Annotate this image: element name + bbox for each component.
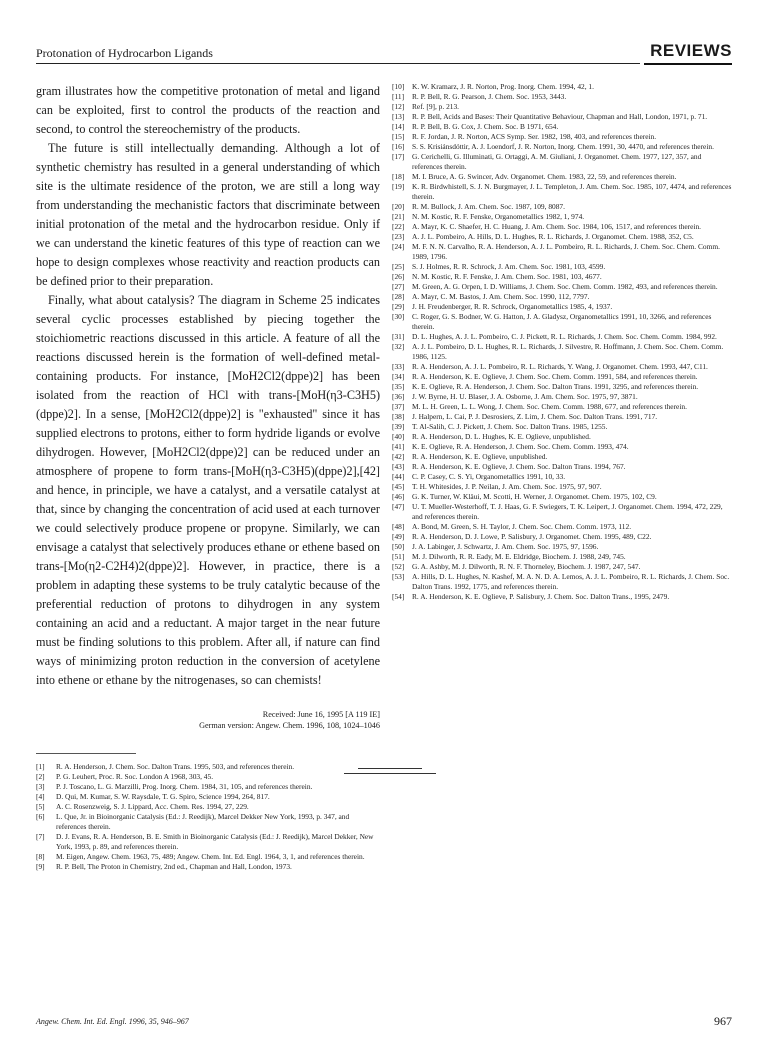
reference-text: P. G. Leuhert, Proc. R. Soc. London A 1968, 303, 45.	[56, 772, 214, 781]
reference-text: R. P. Bell, The Proton in Chemistry, 2nd ed., Chapman and Hall, London, 1973.	[56, 862, 292, 871]
reference-item	[392, 542, 732, 552]
reference-item	[392, 362, 732, 372]
reference-text: Ref. [9], p. 213.	[412, 102, 460, 111]
reference-text: M. L. H. Green, L. L. Wong, J. Chem. Soc. Chem. Comm. 1988, 677, and references therein.	[412, 402, 687, 411]
reference-item	[392, 372, 732, 382]
reference-item	[392, 172, 732, 182]
reference-text: R. F. Jordan, J. R. Norton, ACS Symp. Ser. 1982, 198, 403, and references therein.	[412, 132, 657, 141]
reference-text: M. Eigen, Angew. Chem. 1963, 75, 489; Angew. Chem. Int. Ed. Engl. 1964, 3, 1, and references therein.	[56, 852, 365, 861]
reference-item	[392, 432, 732, 442]
reference-item	[36, 792, 380, 802]
reference-item	[392, 92, 732, 102]
reference-number: [33]	[392, 362, 405, 371]
reference-text: R. A. Henderson, K. E. Oglieve, P. Salisbury, J. Chem. Soc. Dalton Trans., 1995, 2479.	[412, 592, 670, 601]
reference-item	[392, 382, 732, 392]
reference-text: M. I. Bruce, A. G. Swincer, Adv. Organomet. Chem. 1983, 22, 59, and references therein.	[412, 172, 677, 181]
reference-item	[392, 422, 732, 432]
left-column	[36, 82, 380, 872]
reference-item	[392, 332, 732, 342]
reference-text: S. S. Krisiánsdóttir, A. J. Loendorf, J. R. Norton, Inorg. Chem. 1991, 30, 4470, and references therein.	[412, 142, 714, 151]
reference-item	[392, 112, 732, 122]
reference-item	[392, 392, 732, 402]
reference-item	[392, 152, 732, 172]
reference-number: [43]	[392, 462, 405, 471]
paragraph: Finally, what about catalysis? The diagram in Scheme 25 indicates several cyclic processes established by piecing together the stoichiometric reactions discussed in this article. A feature of all the reactions discussed herein is the formation of well-defined metal-containing products. For instance, [MoH2Cl2(dppe)2] has been isolated from the reaction of HCl with trans-[MoH(η3-C3H5)(dppe)2]. In a sense, [MoH2Cl2(dppe)2] is "exhausted" since it has supplied electrons to protons, either to form hydride ligands or evolve dihydrogen. However, [MoH2Cl2(dppe)2] can be reduced under an atmosphere of propene to form trans-[MoH(η3-C3H5)(dppe)2],[42] and hence, in principle, we have a catalyst, and a versatile catalyst at that, since by changing the concentration of acid used at each turnover we could selectively produce propene or propyne. Similarly, we can envisage a catalyst that selectively produces ethane or ethene based on trans-[Mo(η2-C2H4)2(dppe)2]. However, in practice, there is a problem in adapting these systems to be truly catalytic because of the preferential reduction of protons to dihydrogen in any system containing an acid and a reductant. A major target in the near future must be finding solutions to this problem. After all, if nature can find ways of minimizing proton reduction in the conversion of acetylene into ethene or ethane by the nitrogenases, so can chemists!	[36, 293, 380, 687]
reference-number: [23]	[392, 232, 405, 241]
reference-text: M. F. N. N. Carvalho, R. A. Henderson, A. J. L. Pombeiro, R. L. Richards, J. Chem. Soc. Chem. Comm. 1989, 1796.	[412, 242, 720, 261]
received-note	[36, 709, 380, 731]
reference-item	[392, 202, 732, 212]
section-label: REVIEWS	[650, 41, 732, 60]
reference-text: R. A. Henderson, K. E. Oglieve, J. Chem. Soc. Chem. Comm. 1991, 584, and references therein.	[412, 372, 698, 381]
reference-text: J. A. Labinger, J. Schwartz, J. Am. Chem. Soc. 1975, 97, 1596.	[412, 542, 599, 551]
reference-number: [50]	[392, 542, 405, 551]
reference-number: [45]	[392, 482, 405, 491]
reference-item	[392, 402, 732, 412]
reference-number: [17]	[392, 152, 405, 161]
reference-text: C. Roger, G. S. Bodner, W. G. Hatton, J. A. Gladysz, Organometallics 1991, 10, 3266, and references therein.	[412, 312, 712, 331]
reference-item	[392, 122, 732, 132]
reference-text: R. A. Henderson, D. J. Lowe, P. Salisbury, J. Organomet. Chem. 1995, 489, C22.	[412, 532, 652, 541]
reference-item	[392, 132, 732, 142]
reference-number: [25]	[392, 262, 405, 271]
reference-text: T. Al-Salih, C. J. Pickett, J. Chem. Soc. Dalton Trans. 1985, 1255.	[412, 422, 608, 431]
reference-text: T. H. Whitesides, J. P. Neilan, J. Am. Chem. Soc. 1975, 97, 907.	[412, 482, 602, 491]
end-rule	[358, 768, 422, 769]
reference-text: C. P. Casey, C. S. Yi, Organometallics 1991, 10, 33.	[412, 472, 566, 481]
paragraph: The future is still intellectually demanding. Although a lot of synthetic chemistry has resulted in a general understanding of which site is the ultimate residence of the proton, we are still a long way from understanding the mechanistic factors that discriminate between initial protonation of the metal and the hydrocarbon residue. Only if we can understand the kinetic features of this type of reaction can we hope to design complexes whose reactivity and reaction products can be defined prior to their preparation.	[36, 141, 380, 288]
reference-number: [27]	[392, 282, 405, 291]
reference-item	[36, 832, 380, 852]
reference-text: J. Halpern, L. Cai, P. J. Desrosiers, Z. Lim, J. Chem. Soc. Dalton Trans. 1991, 717.	[412, 412, 658, 421]
header-rule	[36, 63, 640, 64]
reference-item	[392, 522, 732, 532]
reference-number: [35]	[392, 382, 405, 391]
reference-item	[392, 492, 732, 502]
reference-number: [38]	[392, 412, 405, 421]
reference-text: G. Cerichelli, G. Illuminati, G. Ortaggi, A. M. Giuliani, J. Organomet. Chem. 1977, 127, 357, and references therein.	[412, 152, 702, 171]
reference-item	[392, 442, 732, 452]
reference-number: [31]	[392, 332, 405, 341]
reference-number: [5]	[36, 802, 45, 811]
reference-number: [7]	[36, 832, 45, 841]
reference-item	[392, 462, 732, 472]
reference-text: A. Mayr, C. M. Bastos, J. Am. Chem. Soc. 1990, 112, 7797.	[412, 292, 590, 301]
reference-number: [46]	[392, 492, 405, 501]
reference-number: [28]	[392, 292, 405, 301]
paragraph: gram illustrates how the competitive protonation of metal and ligand can be exploited, first to control the products of the reaction and second, to control the stereochemistry of the products.	[36, 84, 380, 136]
reference-number: [53]	[392, 572, 405, 581]
reference-number: [13]	[392, 112, 405, 121]
reference-number: [24]	[392, 242, 405, 251]
reference-item	[392, 222, 732, 232]
reference-list-left	[36, 762, 380, 872]
reference-item	[392, 272, 732, 282]
reference-text: K. E. Oglieve, R. A. Henderson, J. Chem. Soc. Chem. Comm. 1993, 474.	[412, 442, 629, 451]
reference-item	[392, 412, 732, 422]
reference-item	[392, 302, 732, 312]
reference-item	[36, 812, 380, 832]
article-body	[36, 82, 380, 690]
reference-item	[392, 562, 732, 572]
reference-item	[392, 312, 732, 332]
reference-number: [1]	[36, 762, 45, 771]
reference-item	[392, 102, 732, 112]
reference-number: [52]	[392, 562, 405, 571]
page-number: 967	[714, 1014, 732, 1028]
reference-text: G. A. Ashby, M. J. Dilworth, R. N. F. Thorneley, Biochem. J. 1987, 247, 547.	[412, 562, 641, 571]
reference-text: D. J. Evans, R. A. Henderson, B. E. Smith in Bioinorganic Catalysis (Ed.: J. Reedijk), Marcel Dekker, New York, 1993, p. 89, and references therein.	[56, 832, 374, 851]
reference-item	[36, 772, 380, 782]
reference-item	[36, 762, 380, 772]
reference-text: M. J. Dilworth, R. R. Eady, M. E. Eldridge, Biochem. J. 1988, 249, 745.	[412, 552, 626, 561]
reference-item	[392, 342, 732, 362]
reference-text: U. T. Mueller-Westerhoff, T. J. Haas, G. F. Swiegers, T. K. Leipert, J. Organomet. Chem. 1994, 472, 229, and references therein.	[412, 502, 723, 521]
reference-item	[392, 262, 732, 272]
reference-text: N. M. Kostic, R. F. Fenske, Organometallics 1982, 1, 974.	[412, 212, 585, 221]
reference-text: R. P. Bell, Acids and Bases: Their Quantitative Behaviour, Chapman and Hall, London, 1971, p. 71.	[412, 112, 708, 121]
reference-number: [16]	[392, 142, 405, 151]
reference-text: K. E. Oglieve, R. A. Henderson, J. Chem. Soc. Dalton Trans. 1991, 3295, and references therein.	[412, 382, 699, 391]
end-rule-long	[344, 773, 436, 774]
page-footer	[36, 1014, 732, 1030]
reference-number: [49]	[392, 532, 405, 541]
reference-text: A. C. Rosenzweig, S. J. Lippard, Acc. Chem. Res. 1994, 27, 229.	[56, 802, 249, 811]
reference-text: R. A. Henderson, K. E. Oglieve, J. Chem. Soc. Dalton Trans. 1994, 767.	[412, 462, 626, 471]
reference-item	[392, 82, 732, 92]
reference-number: [26]	[392, 272, 405, 281]
reference-text: A. J. L. Pombeiro, D. L. Hughes, R. L. Richards, J. Silvestre, R. Hoffmann, J. Chem. Soc. Chem. Comm. 1986, 1125.	[412, 342, 724, 361]
reference-number: [11]	[392, 92, 405, 101]
reference-number: [40]	[392, 432, 405, 441]
reference-number: [20]	[392, 202, 405, 211]
reference-item	[392, 532, 732, 542]
reference-number: [15]	[392, 132, 405, 141]
reference-item	[392, 592, 732, 602]
reference-text: J. W. Byrne, H. U. Blaser, J. A. Osborne, J. Am. Chem. Soc. 1975, 97, 3871.	[412, 392, 638, 401]
received-date: Received: June 16, 1995 [A 119 IE]	[262, 710, 380, 719]
reference-number: [34]	[392, 372, 405, 381]
reference-number: [8]	[36, 852, 45, 861]
reference-number: [42]	[392, 452, 405, 461]
reference-text: D. L. Hughes, A. J. L. Pombeiro, C. J. Pickett, R. L. Richards, J. Chem. Soc. Chem. Comm. 1984, 992.	[412, 332, 717, 341]
reference-text: A. Bond, M. Green, S. H. Taylor, J. Chem. Soc. Chem. Comm. 1973, 112.	[412, 522, 632, 531]
reference-number: [3]	[36, 782, 45, 791]
reference-text: L. Que, Jr. in Bioinorganic Catalysis (Ed.: J. Reedijk), Marcel Dekker New York, 1993, p. 347, and references therein.	[56, 812, 350, 831]
reference-number: [22]	[392, 222, 405, 231]
reference-item	[392, 452, 732, 462]
reference-item	[392, 282, 732, 292]
reference-text: D. Qui, M. Kumar, S. W. Raysdale, T. G. Spiro, Science 1994, 264, 817.	[56, 792, 270, 801]
reference-number: [41]	[392, 442, 405, 451]
header-rule-thick	[644, 63, 732, 65]
reference-number: [6]	[36, 812, 45, 821]
reference-number: [29]	[392, 302, 405, 311]
reference-item	[392, 552, 732, 562]
reference-text: K. R. Birdwhistell, S. J. N. Burgmayer, J. L. Templeton, J. Am. Chem. Soc. 1985, 107, 4474, and references therein.	[412, 182, 732, 201]
reference-text: R. P. Bell, R. G. Pearson, J. Chem. Soc. 1953, 3443.	[412, 92, 567, 101]
reference-item	[392, 182, 732, 202]
running-title: Protonation of Hydrocarbon Ligands	[36, 46, 213, 60]
reference-text: G. K. Turner, W. Kläui, M. Scotti, H. Werner, J. Organomet. Chem. 1975, 102, C9.	[412, 492, 657, 501]
reference-item	[392, 292, 732, 302]
reference-text: R. A. Henderson, A. J. L. Pombeiro, R. L. Richards, Y. Wang, J. Organomet. Chem. 1993, 447, C11.	[412, 362, 708, 371]
reference-number: [30]	[392, 312, 405, 321]
reference-number: [21]	[392, 212, 405, 221]
reference-text: R. A. Henderson, D. L. Hughes, K. E. Oglieve, unpublished.	[412, 432, 591, 441]
reference-item	[392, 232, 732, 242]
reference-number: [10]	[392, 82, 405, 91]
reference-number: [47]	[392, 502, 405, 511]
reference-item	[36, 802, 380, 812]
reference-item	[392, 502, 732, 522]
reference-number: [54]	[392, 592, 405, 601]
reference-text: J. H. Freudenberger, R. R. Schrock, Organometallics 1985, 4, 1937.	[412, 302, 613, 311]
reference-number: [14]	[392, 122, 405, 131]
reference-number: [48]	[392, 522, 405, 531]
reference-text: A. J. L. Pombeiro, A. Hills, D. L. Hughes, R. L. Richards, J. Organomet. Chem. 1988, 352, C5.	[412, 232, 694, 241]
reference-text: P. J. Toscano, L. G. Marzilli, Prog. Inorg. Chem. 1984, 31, 105, and references therein.	[56, 782, 313, 791]
reference-text: M. Green, A. G. Orpen, I. D. Williams, J. Chem. Soc. Chem. Comm. 1982, 493, and references therein.	[412, 282, 718, 291]
reference-number: [12]	[392, 102, 405, 111]
reference-list-right	[392, 82, 732, 602]
reference-text: R. A. Henderson, K. E. Oglieve, unpublished.	[412, 452, 548, 461]
reference-text: A. Hills, D. L. Hughes, N. Kashef, M. A. N. D. A. Lemos, A. J. L. Pombeiro, R. L. Richards, J. Chem. Soc. Dalton Trans. 1992, 1775, and references therein.	[412, 572, 730, 591]
reference-item	[36, 862, 380, 872]
reference-text: S. J. Holmes, R. R. Schrock, J. Am. Chem. Soc. 1981, 103, 4599.	[412, 262, 606, 271]
reference-number: [4]	[36, 792, 45, 801]
reference-number: [44]	[392, 472, 405, 481]
reference-text: N. M. Kostic, R. F. Fenske, J. Am. Chem. Soc. 1981, 103, 4677.	[412, 272, 602, 281]
reference-text: A. Mayr, K. C. Shaefer, H. C. Huang, J. Am. Chem. Soc. 1984, 106, 1517, and references therein.	[412, 222, 702, 231]
reference-number: [19]	[392, 182, 405, 191]
reference-item	[392, 482, 732, 492]
reference-text: R. A. Henderson, J. Chem. Soc. Dalton Trans. 1995, 503, and references therein.	[56, 762, 295, 771]
reference-number: [32]	[392, 342, 405, 351]
reference-item	[36, 782, 380, 792]
reference-number: [37]	[392, 402, 405, 411]
reference-number: [51]	[392, 552, 405, 561]
reference-text: K. W. Kramarz, J. R. Norton, Prog. Inorg. Chem. 1994, 42, 1.	[412, 82, 594, 91]
german-version: German version: Angew. Chem. 1996, 108, 1024–1046	[199, 721, 380, 730]
reference-number: [39]	[392, 422, 405, 431]
reference-text: R. P. Bell, B. G. Cox, J. Chem. Soc. B 1971, 654.	[412, 122, 559, 131]
reference-text: R. M. Bullock, J. Am. Chem. Soc. 1987, 109, 8087.	[412, 202, 565, 211]
reference-number: [18]	[392, 172, 405, 181]
references-separator	[36, 753, 136, 754]
reference-item	[36, 852, 380, 862]
reference-number: [2]	[36, 772, 45, 781]
right-column	[392, 82, 732, 602]
reference-item	[392, 572, 732, 592]
reference-item	[392, 212, 732, 222]
reference-number: [36]	[392, 392, 405, 401]
reference-item	[392, 472, 732, 482]
reference-item	[392, 142, 732, 152]
reference-item	[392, 242, 732, 262]
reference-number: [9]	[36, 862, 45, 871]
running-header	[36, 41, 732, 64]
journal-citation: Angew. Chem. Int. Ed. Engl. 1996, 35, 946–967	[36, 1017, 189, 1026]
